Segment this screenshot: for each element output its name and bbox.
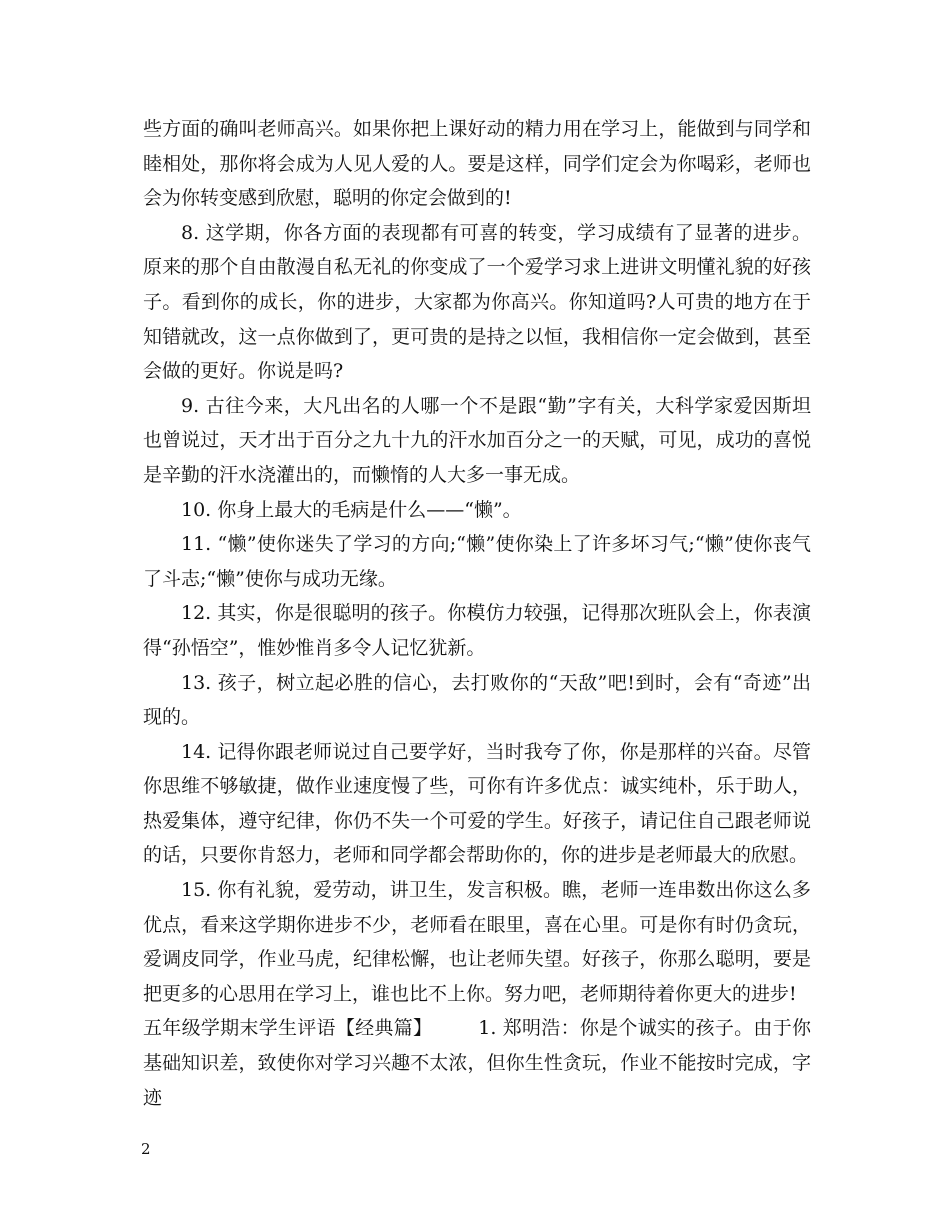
page-number: 2: [141, 1140, 151, 1158]
comment-paragraph-13: 13. 孩子，树立起必胜的信心，去打败你的“天敌”吧!到时，会有“奇迹”出现的。: [143, 671, 811, 729]
section-first-item: 1. 郑明浩：你是个诚实的孩子。由于你基础知识差，致使你对学习兴趣不太浓，但你生性贪玩，作业不能按时完成，字迹: [143, 1017, 811, 1109]
comment-paragraph-9: 9. 古往今来，大凡出名的人哪一个不是跟“勤”字有关，大科学家爱因斯坦也曾说过，天才出于百分之九十九的汗水加百分之一的天赋，可见，成功的喜悦是辛勤的汗水浇灌出的，而懒惰的人大多一事无成。: [143, 394, 811, 486]
comment-paragraph-10: 10. 你身上最大的毛病是什么——“懒”。: [181, 498, 522, 521]
comment-paragraph-15: 15. 你有礼貌，爱劳动，讲卫生，发言积极。瞧，老师一连串数出你这么多优点，看来这学期你进步不少，老师看在眼里，喜在心里。可是你有时仍贪玩，爱调皮同学，作业马虎，纪律松懈，也让老师失望。好孩子，你那么聪明，要是把更多的心思用在学习上，谁也比不上你。努力吧，老师期待着你更大的进步!: [143, 879, 811, 1005]
comment-paragraph-8: 8. 这学期，你各方面的表现都有可喜的转变，学习成绩有了显著的进步。原来的那个自由散漫自私无礼的你变成了一个爱学习求上进讲文明懂礼貌的好孩子。看到你的成长，你的进步，大家都为你高兴。你知道吗?人可贵的地方在于知错就改，这一点你做到了，更可贵的是持之以恒，我相信你一定会做到，甚至会做的更好。你说是吗?: [143, 221, 811, 383]
comment-paragraph-14: 14. 记得你跟老师说过自己要学好，当时我夸了你，你是那样的兴奋。尽管你思维不够敏捷，做作业速度慢了些，可你有许多优点：诚实纯朴，乐于助人，热爱集体，遵守纪律，你仍不失一个可爱的学生。好孩子，请记住自己跟老师说的话，只要你肯怒力，老师和同学都会帮助你的，你的进步是老师最大的欣慰。: [143, 740, 811, 867]
paragraph-continuation: 些方面的确叫老师高兴。如果你把上课好动的精力用在学习上，能做到与同学和睦相处，那你将会成为人见人爱的人。要是这样，同学们定会为你喝彩，老师也会为你转变感到欣慰，聪明的你定会做到的!: [143, 118, 811, 210]
section-heading: 五年级学期末学生评语【经典篇】: [143, 1017, 433, 1040]
comment-paragraph-11: 11. “懒”使你迷失了学习的方向;“懒”使你染上了许多坏习气;“懒”使你丧气了斗志;“懒”使你与成功无缘。: [143, 533, 811, 590]
section-paragraph: [143, 1011, 811, 1115]
body-text: [143, 112, 811, 1115]
comment-paragraph-12: 12. 其实，你是很聪明的孩子。你模仿力较强，记得那次班队会上，你表演得“孙悟空”，惟妙惟肖多令人记忆犹新。: [143, 602, 811, 659]
